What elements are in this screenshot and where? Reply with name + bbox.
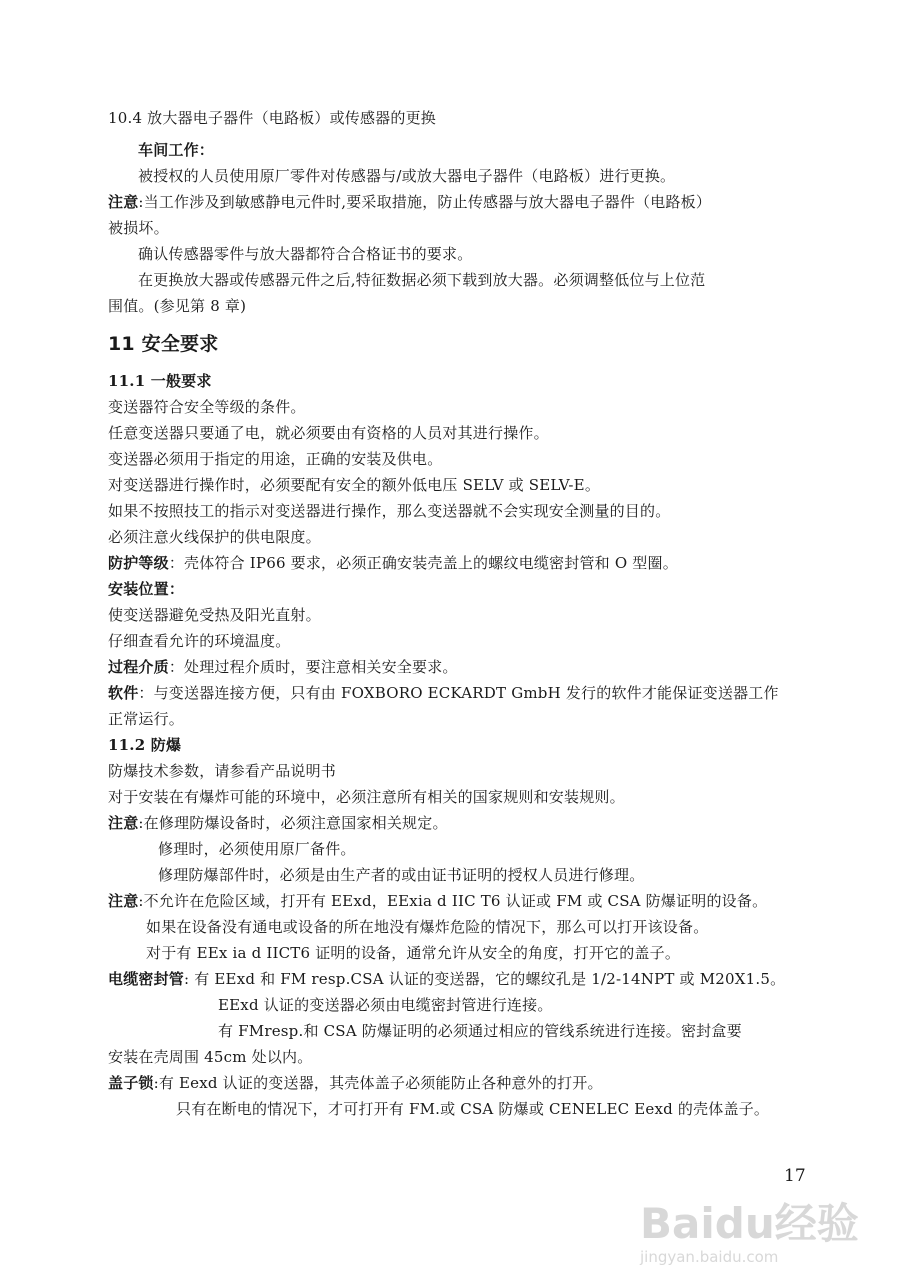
- note-label: 注意: [108, 814, 139, 832]
- process-label: 过程介质: [108, 658, 169, 676]
- cable-text: : 有 EExd 和 FM resp.CSA 认证的变送器，它的螺纹孔是 1/2-14NPT 或 M20X1.5。: [184, 970, 786, 988]
- paragraph-line: 修理时，必须使用原厂备件。: [158, 840, 356, 858]
- note-text: :在修理防爆设备时，必须注意国家相关规定。: [138, 814, 448, 832]
- note-line: [108, 813, 448, 833]
- paragraph-line: 有 FMresp.和 CSA 防爆证明的必须通过相应的管线系统进行连接。密封盒要: [218, 1022, 742, 1040]
- paragraph-line: 变送器必须用于指定的用途，正确的安装及供电。: [108, 450, 443, 468]
- paragraph-line: 确认传感器零件与放大器都符合合格证书的要求。: [138, 245, 473, 263]
- paragraph-line: 安装在壳周围 45cm 处以内。: [108, 1048, 313, 1066]
- page-number: 17: [784, 1166, 806, 1186]
- paragraph-line: EExd 认证的变送器必须由电缆密封管进行连接。: [218, 996, 553, 1014]
- paragraph-line: 对变送器进行操作时，必须要配有安全的额外低电压 SELV 或 SELV-E。: [108, 476, 601, 494]
- protection-label: 防护等级: [108, 554, 169, 572]
- paragraph-line: 防爆技术参数，请参看产品说明书: [108, 762, 337, 780]
- note-text: :不允许在危险区域，打开有 EExd，EExia d IIC T6 认证或 FM 或 CSA 防爆证明的设备。: [138, 892, 768, 910]
- workshop-heading: 车间工作：: [138, 141, 215, 159]
- watermark-url: jingyan.baidu.com: [640, 1248, 779, 1266]
- paragraph-line: 围值。(参见第 8 章): [108, 297, 247, 315]
- paragraph-line: 修理防爆部件时，必须是由生产者的或由证书证明的授权人员进行修理。: [158, 866, 645, 884]
- baidu-watermark: [640, 1200, 859, 1266]
- cable-line: [108, 969, 785, 989]
- paragraph-line: 对于有 EEx ia d IICT6 证明的设备，通常允许从安全的角度，打开它的盖子。: [146, 944, 681, 962]
- cable-label: 电缆密封管: [108, 970, 185, 988]
- paragraph-line: 仔细查看允许的环境温度。: [108, 632, 291, 650]
- protection-line: [108, 553, 678, 573]
- paragraph-line: 使变送器避免受热及阳光直射。: [108, 606, 321, 624]
- install-label: 安装位置: [108, 580, 169, 598]
- paragraph-line: 正常运行。: [108, 710, 185, 728]
- paragraph-line: 被损坏。: [108, 219, 169, 237]
- paragraph-line: 变送器符合安全等级的条件。: [108, 398, 306, 416]
- paragraph-line: 被授权的人员使用原厂零件对传感器与/或放大器电子器件（电路板）进行更换。: [138, 167, 676, 185]
- process-line: [108, 657, 458, 677]
- lock-line: [108, 1073, 603, 1093]
- paragraph-line: 对于安装在有爆炸可能的环境中，必须注意所有相关的国家规则和安装规则。: [108, 788, 625, 806]
- software-label: 软件: [108, 684, 139, 702]
- paragraph-line: 任意变送器只要通了电，就必须要由有资格的人员对其进行操作。: [108, 424, 549, 442]
- section-11-title: 11 安全要求: [108, 333, 219, 355]
- paragraph-line: 如果不按照技工的指示对变送器进行操作，那么变送器就不会实现安全测量的目的。: [108, 502, 671, 520]
- watermark-brand: Baidu经验: [640, 1199, 859, 1248]
- section-11-1-title: 11.1 一般要求: [108, 372, 212, 390]
- protection-text: ：壳体符合 IP66 要求，必须正确安装壳盖上的螺纹电缆密封管和 O 型圈。: [168, 554, 678, 572]
- software-text: ：与变送器连接方便，只有由 FOXBORO ECKARDT GmbH 发行的软件才能保证变送器工作: [138, 684, 779, 702]
- software-line: [108, 683, 779, 703]
- note-line: [108, 891, 767, 911]
- note-text: :当工作涉及到敏感静电元件时,要采取措施，防止传感器与放大器电子器件（电路板）: [138, 193, 712, 211]
- paragraph-line: 在更换放大器或传感器元件之后,特征数据必须下载到放大器。必须调整低位与上位范: [138, 271, 706, 289]
- lock-label: 盖子锁: [108, 1074, 154, 1092]
- section-11-2-title: 11.2 防爆: [108, 736, 182, 754]
- section-10-4-title: 10.4 放大器电子器件（电路板）或传感器的更换: [108, 109, 436, 127]
- paragraph-line: 如果在设备没有通电或设备的所在地没有爆炸危险的情况下，那么可以打开该设备。: [146, 918, 709, 936]
- note-label: 注意: [108, 892, 139, 910]
- lock-text: :有 Eexd 认证的变送器，其壳体盖子必须能防止各种意外的打开。: [153, 1074, 603, 1092]
- paragraph-line: 必须注意火线保护的供电限度。: [108, 528, 321, 546]
- process-text: ：处理过程介质时，要注意相关安全要求。: [168, 658, 458, 676]
- note-label: 注意: [108, 193, 139, 211]
- note-line: [108, 192, 711, 212]
- install-heading: [108, 579, 184, 599]
- paragraph-line: 只有在断电的情况下，才可打开有 FM.或 CSA 防爆或 CENELEC Eexd 的壳体盖子。: [176, 1100, 770, 1118]
- install-colon: ：: [168, 580, 185, 598]
